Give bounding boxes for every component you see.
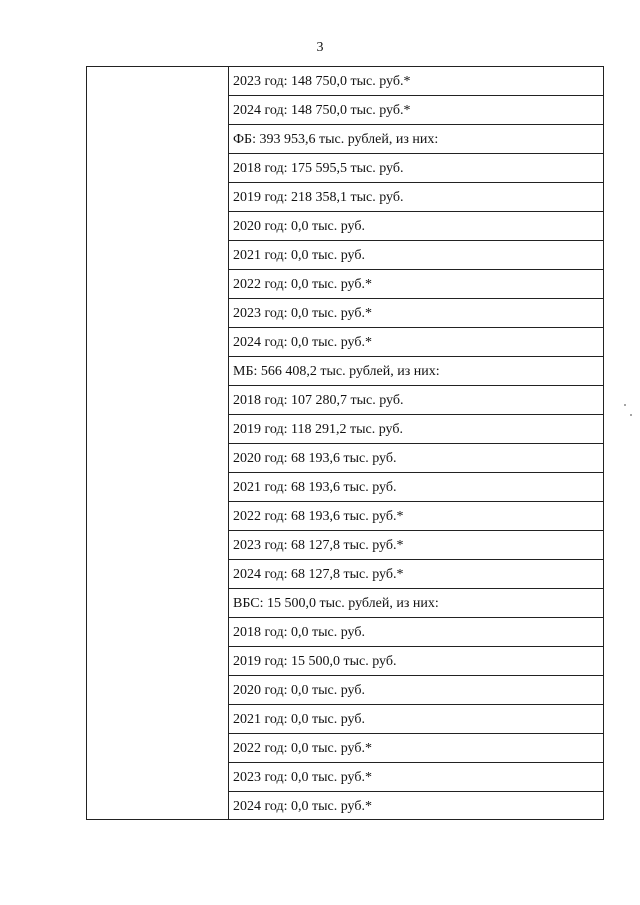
table-row: 2021 год: 0,0 тыс. руб. [229,241,603,270]
table-row: 2020 год: 0,0 тыс. руб. [229,676,603,705]
table-left-column [87,67,229,819]
page-number: 3 [316,40,324,55]
table-row: 2022 год: 0,0 тыс. руб.* [229,270,603,299]
table-row: 2024 год: 0,0 тыс. руб.* [233,799,372,814]
table-row: 2019 год: 118 291,2 тыс. руб. [229,415,603,444]
table-row: 2021 год: 68 193,6 тыс. руб. [229,473,603,502]
table-row: ВБС: 15 500,0 тыс. рублей, из них: [229,589,603,618]
table-row: 2022 год: 0,0 тыс. руб.* [229,734,603,763]
table-row: 2021 год: 0,0 тыс. руб. [229,705,603,734]
table-row: 2024 год: 148 750,0 тыс. руб.* [229,96,603,125]
table-row: 2018 год: 175 595,5 тыс. руб. [229,154,603,183]
table-row: 2018 год: 107 280,7 тыс. руб. [229,386,603,415]
table-row: 2019 год: 15 500,0 тыс. руб. [229,647,603,676]
table-row: 2022 год: 68 193,6 тыс. руб.* [229,502,603,531]
scan-speck [630,414,632,416]
table-row: 2020 год: 68 193,6 тыс. руб. [229,444,603,473]
table-row: МБ: 566 408,2 тыс. рублей, из них: [229,357,603,386]
table-row: 2019 год: 218 358,1 тыс. руб. [229,183,603,212]
table-row: 2018 год: 0,0 тыс. руб. [229,618,603,647]
table-right-column [229,67,603,819]
table-row: 2023 год: 0,0 тыс. руб.* [229,299,603,328]
scan-speck [624,404,626,406]
funding-table [86,66,604,820]
table-row: 2024 год: 68 127,8 тыс. руб.* [229,560,603,589]
table-row: 2024 год: 0,0 тыс. руб.* [229,328,603,357]
table-row: ФБ: 393 953,6 тыс. рублей, из них: [229,125,603,154]
table-row: 2023 год: 0,0 тыс. руб.* [229,763,603,792]
table-row: 2023 год: 68 127,8 тыс. руб.* [229,531,603,560]
table-row: 2023 год: 148 750,0 тыс. руб.* [229,67,603,96]
table-row: 2020 год: 0,0 тыс. руб. [229,212,603,241]
